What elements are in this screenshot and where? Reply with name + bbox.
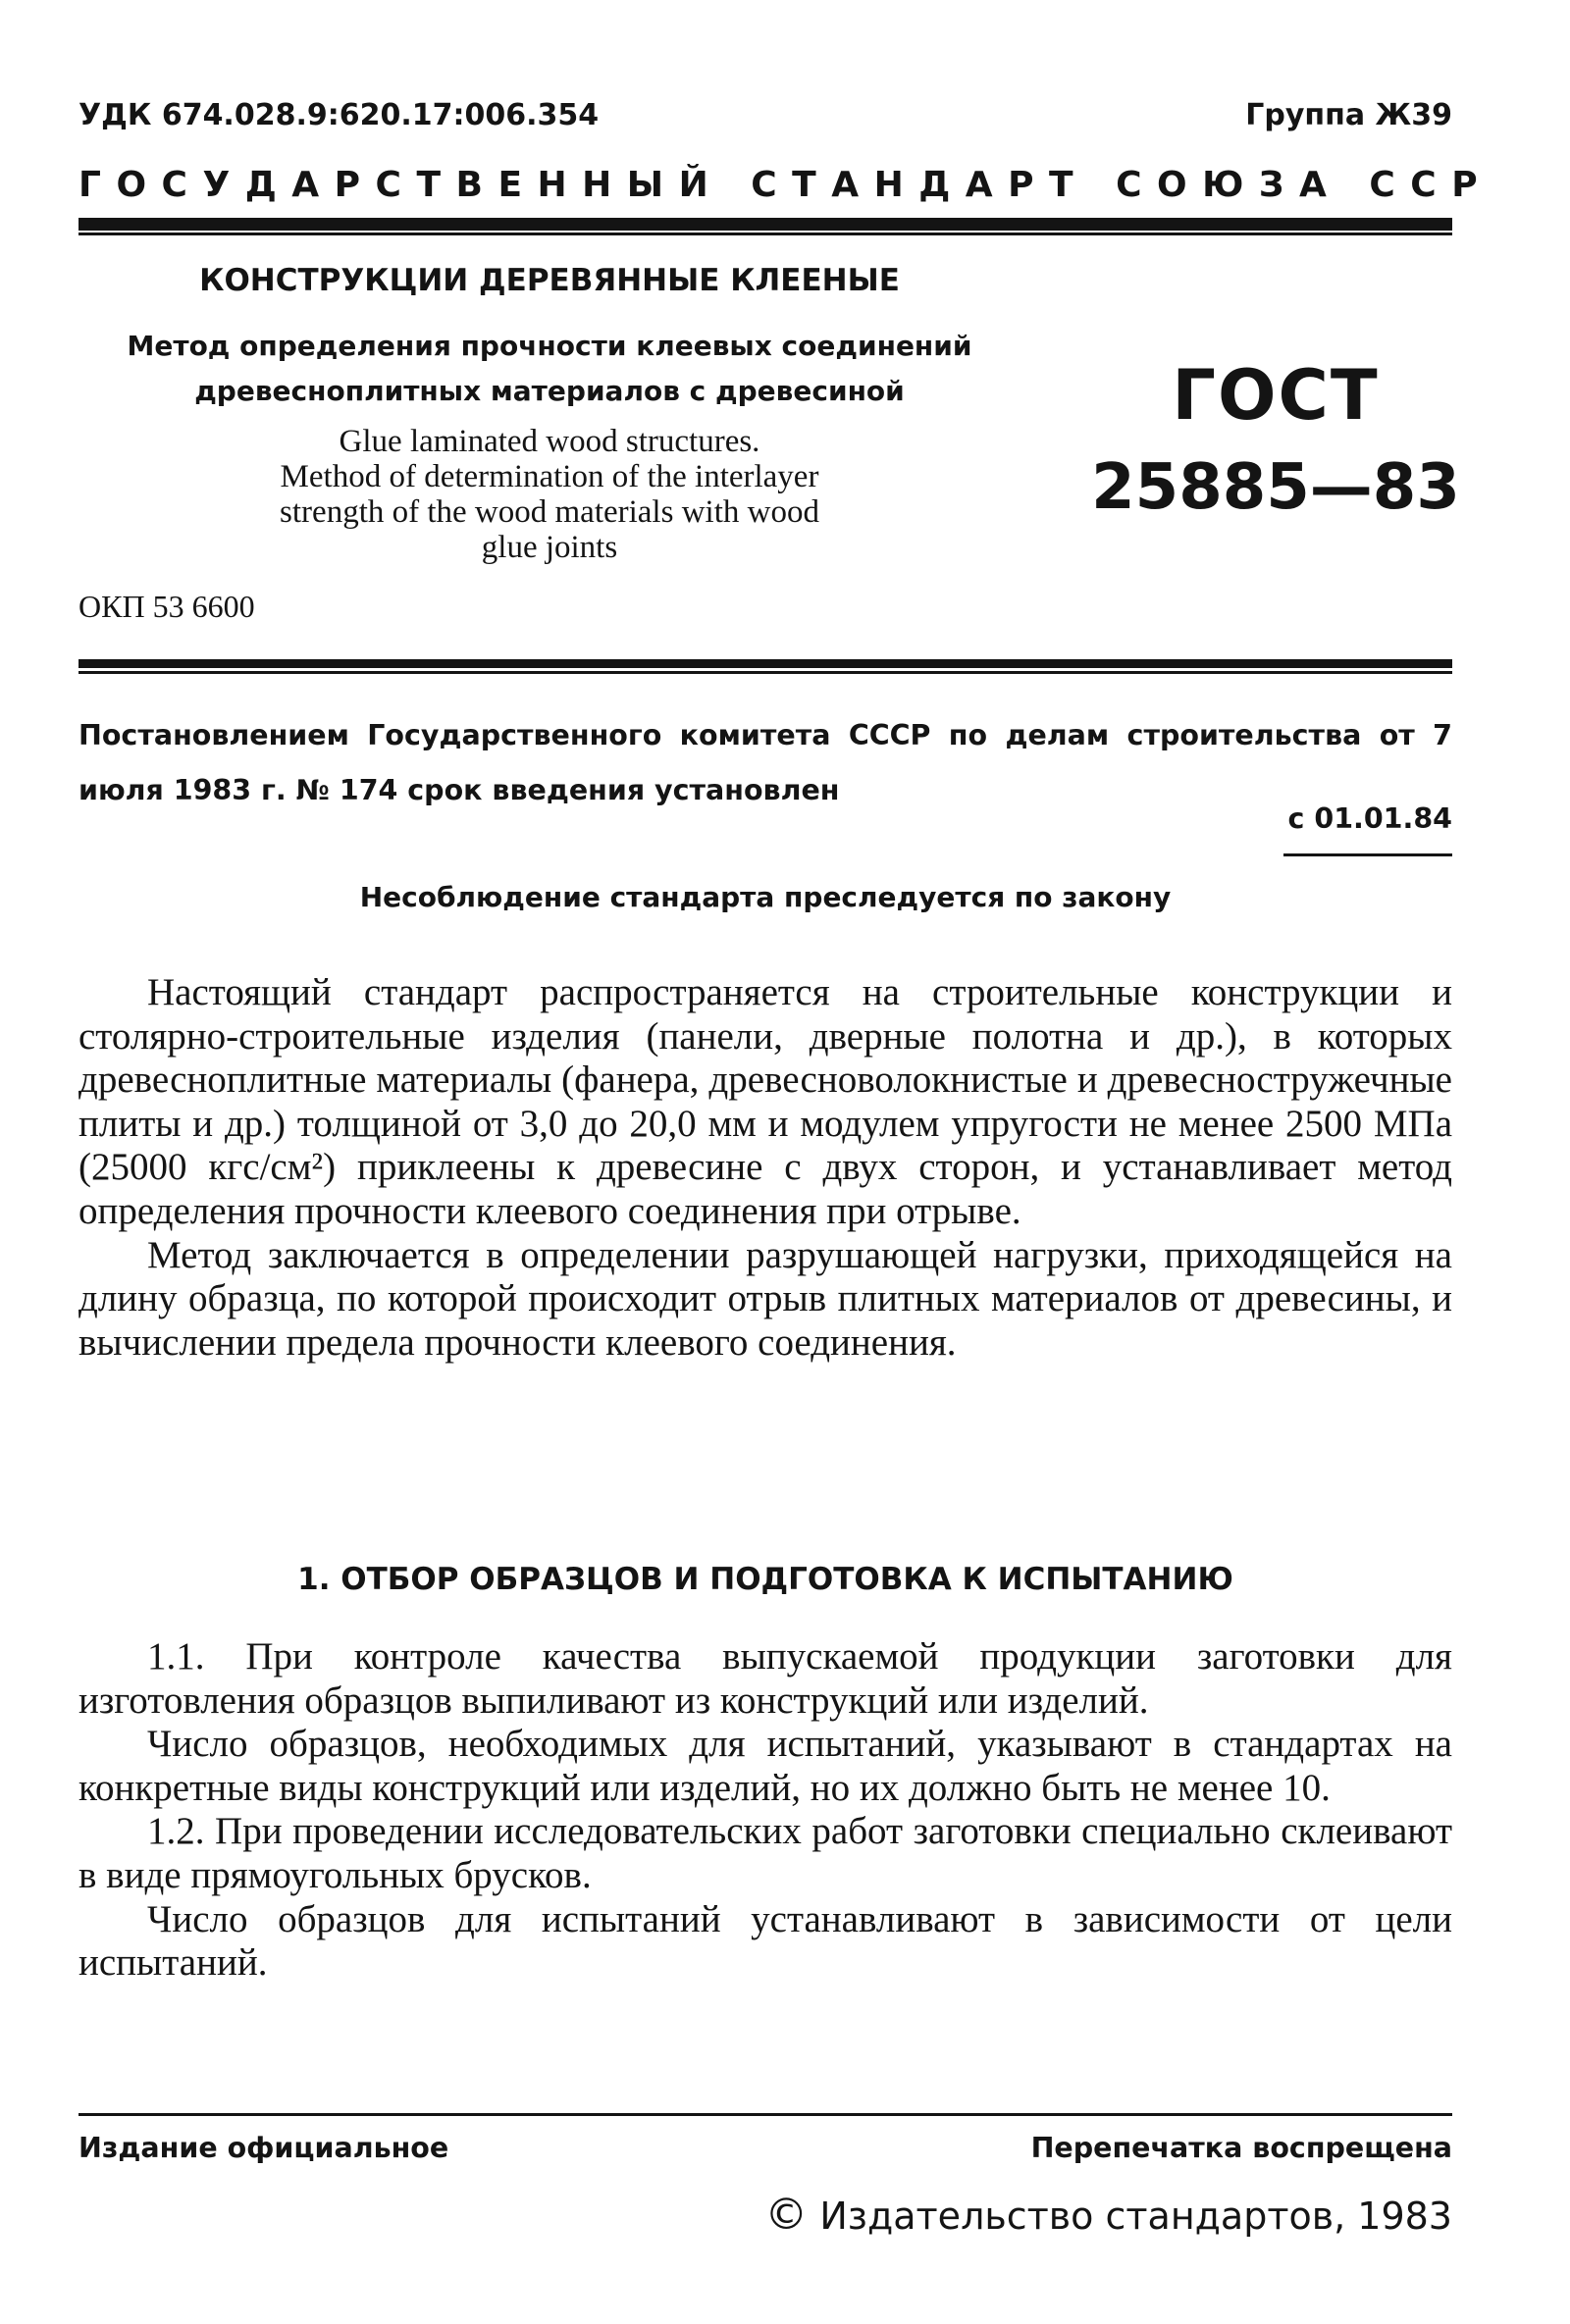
header-rule-thick	[78, 218, 1452, 231]
footer-rule	[78, 2113, 1452, 2116]
paragraph: 1.2. При проведении исследовательских работ заготовки специально склеивают в виде прямоугольных брусков.	[78, 1810, 1452, 1896]
english-title-line: strength of the wood materials with wood	[280, 494, 819, 530]
edition-label: Издание официальное	[78, 2132, 449, 2164]
udk-code: УДК 674.028.9:620.17:006.354	[78, 98, 600, 132]
paragraph: Число образцов для испытаний устанавливают в зависимости от цели испытаний.	[78, 1897, 1452, 1985]
header-rule-thin	[78, 232, 1452, 235]
okp-code: ОКП 53 6600	[78, 589, 255, 624]
title-rule-thin	[78, 671, 1452, 674]
paragraph: Метод заключается в определении разрушающей нагрузки, приходящейся на длину образца, по которой происходит отрыв плитных материалов от древесины, и вычислении предела прочности клеевого соединения.	[78, 1233, 1452, 1364]
paragraph: Число образцов, необходимых для испытаний, указывают в стандартах на конкретные виды конструкций или изделий, но их должно быть не менее 10.	[78, 1723, 1452, 1809]
copyright-text: Издательство стандартов, 1983	[819, 2195, 1452, 2238]
reprint-notice: Перепечатка воспрещена	[1030, 2132, 1452, 2164]
gost-number: 25885—83	[1091, 451, 1460, 524]
paragraph: Настоящий стандарт распространяется на строительные конструкции и столярно-строительные изделия (панели, дверные полотна и др.), в которых древесноплитные материалы (фанера, древесноволокнистые и древесностружечные плиты и др.) толщиной от 3,0 до 20,0 мм и модулем упругости не менее 2500 МПа (25000 кгс/см²) приклеены к древесине с двух сторон, и устанавливает метод определения прочности клеевого соединения при отрыве.	[78, 971, 1452, 1232]
intro-text	[78, 971, 1452, 1365]
copyright-line	[764, 2190, 1452, 2240]
english-title-line: Glue laminated wood structures.	[339, 424, 760, 459]
law-notice: Несоблюдение стандарта преследуется по закону	[359, 881, 1172, 913]
document-title: КОНСТРУКЦИИ ДЕРЕВЯННЫЕ КЛЕЕНЫЕ	[199, 263, 900, 298]
subtitle-line: Метод определения прочности клеевых соединений	[127, 330, 972, 362]
section-text	[78, 1635, 1452, 1986]
decree-text: Постановлением Государственного комитета СССР по делам строительства от 7 июля 1983 г. № 174 срок введения установлен	[78, 719, 1452, 806]
english-title	[78, 424, 1020, 565]
effective-date: с 01.01.84	[1287, 802, 1452, 835]
copyright-icon: ©	[764, 2190, 809, 2240]
subtitle-line: древесноплитных материалов с древесиной	[194, 375, 905, 407]
standard-line: ГОСУДАРСТВЕННЫЙ СТАНДАРТ СОЮЗА ССР	[78, 165, 1493, 205]
date-underline	[1283, 853, 1452, 856]
title-rule-thick	[78, 659, 1452, 668]
paragraph: 1.1. При контроле качества выпускаемой продукции заготовки для изготовления образцов выпиливают из конструкций или изделий.	[78, 1635, 1452, 1722]
english-title-line: glue joints	[481, 530, 618, 565]
group-code: Группа Ж39	[1245, 98, 1452, 132]
english-title-line: Method of determination of the interlayer	[280, 459, 819, 494]
gost-label: ГОСТ	[1172, 355, 1380, 436]
section-title: 1. ОТБОР ОБРАЗЦОВ И ПОДГОТОВКА К ИСПЫТАНИЮ	[297, 1562, 1233, 1597]
document-subtitle	[78, 324, 1020, 414]
